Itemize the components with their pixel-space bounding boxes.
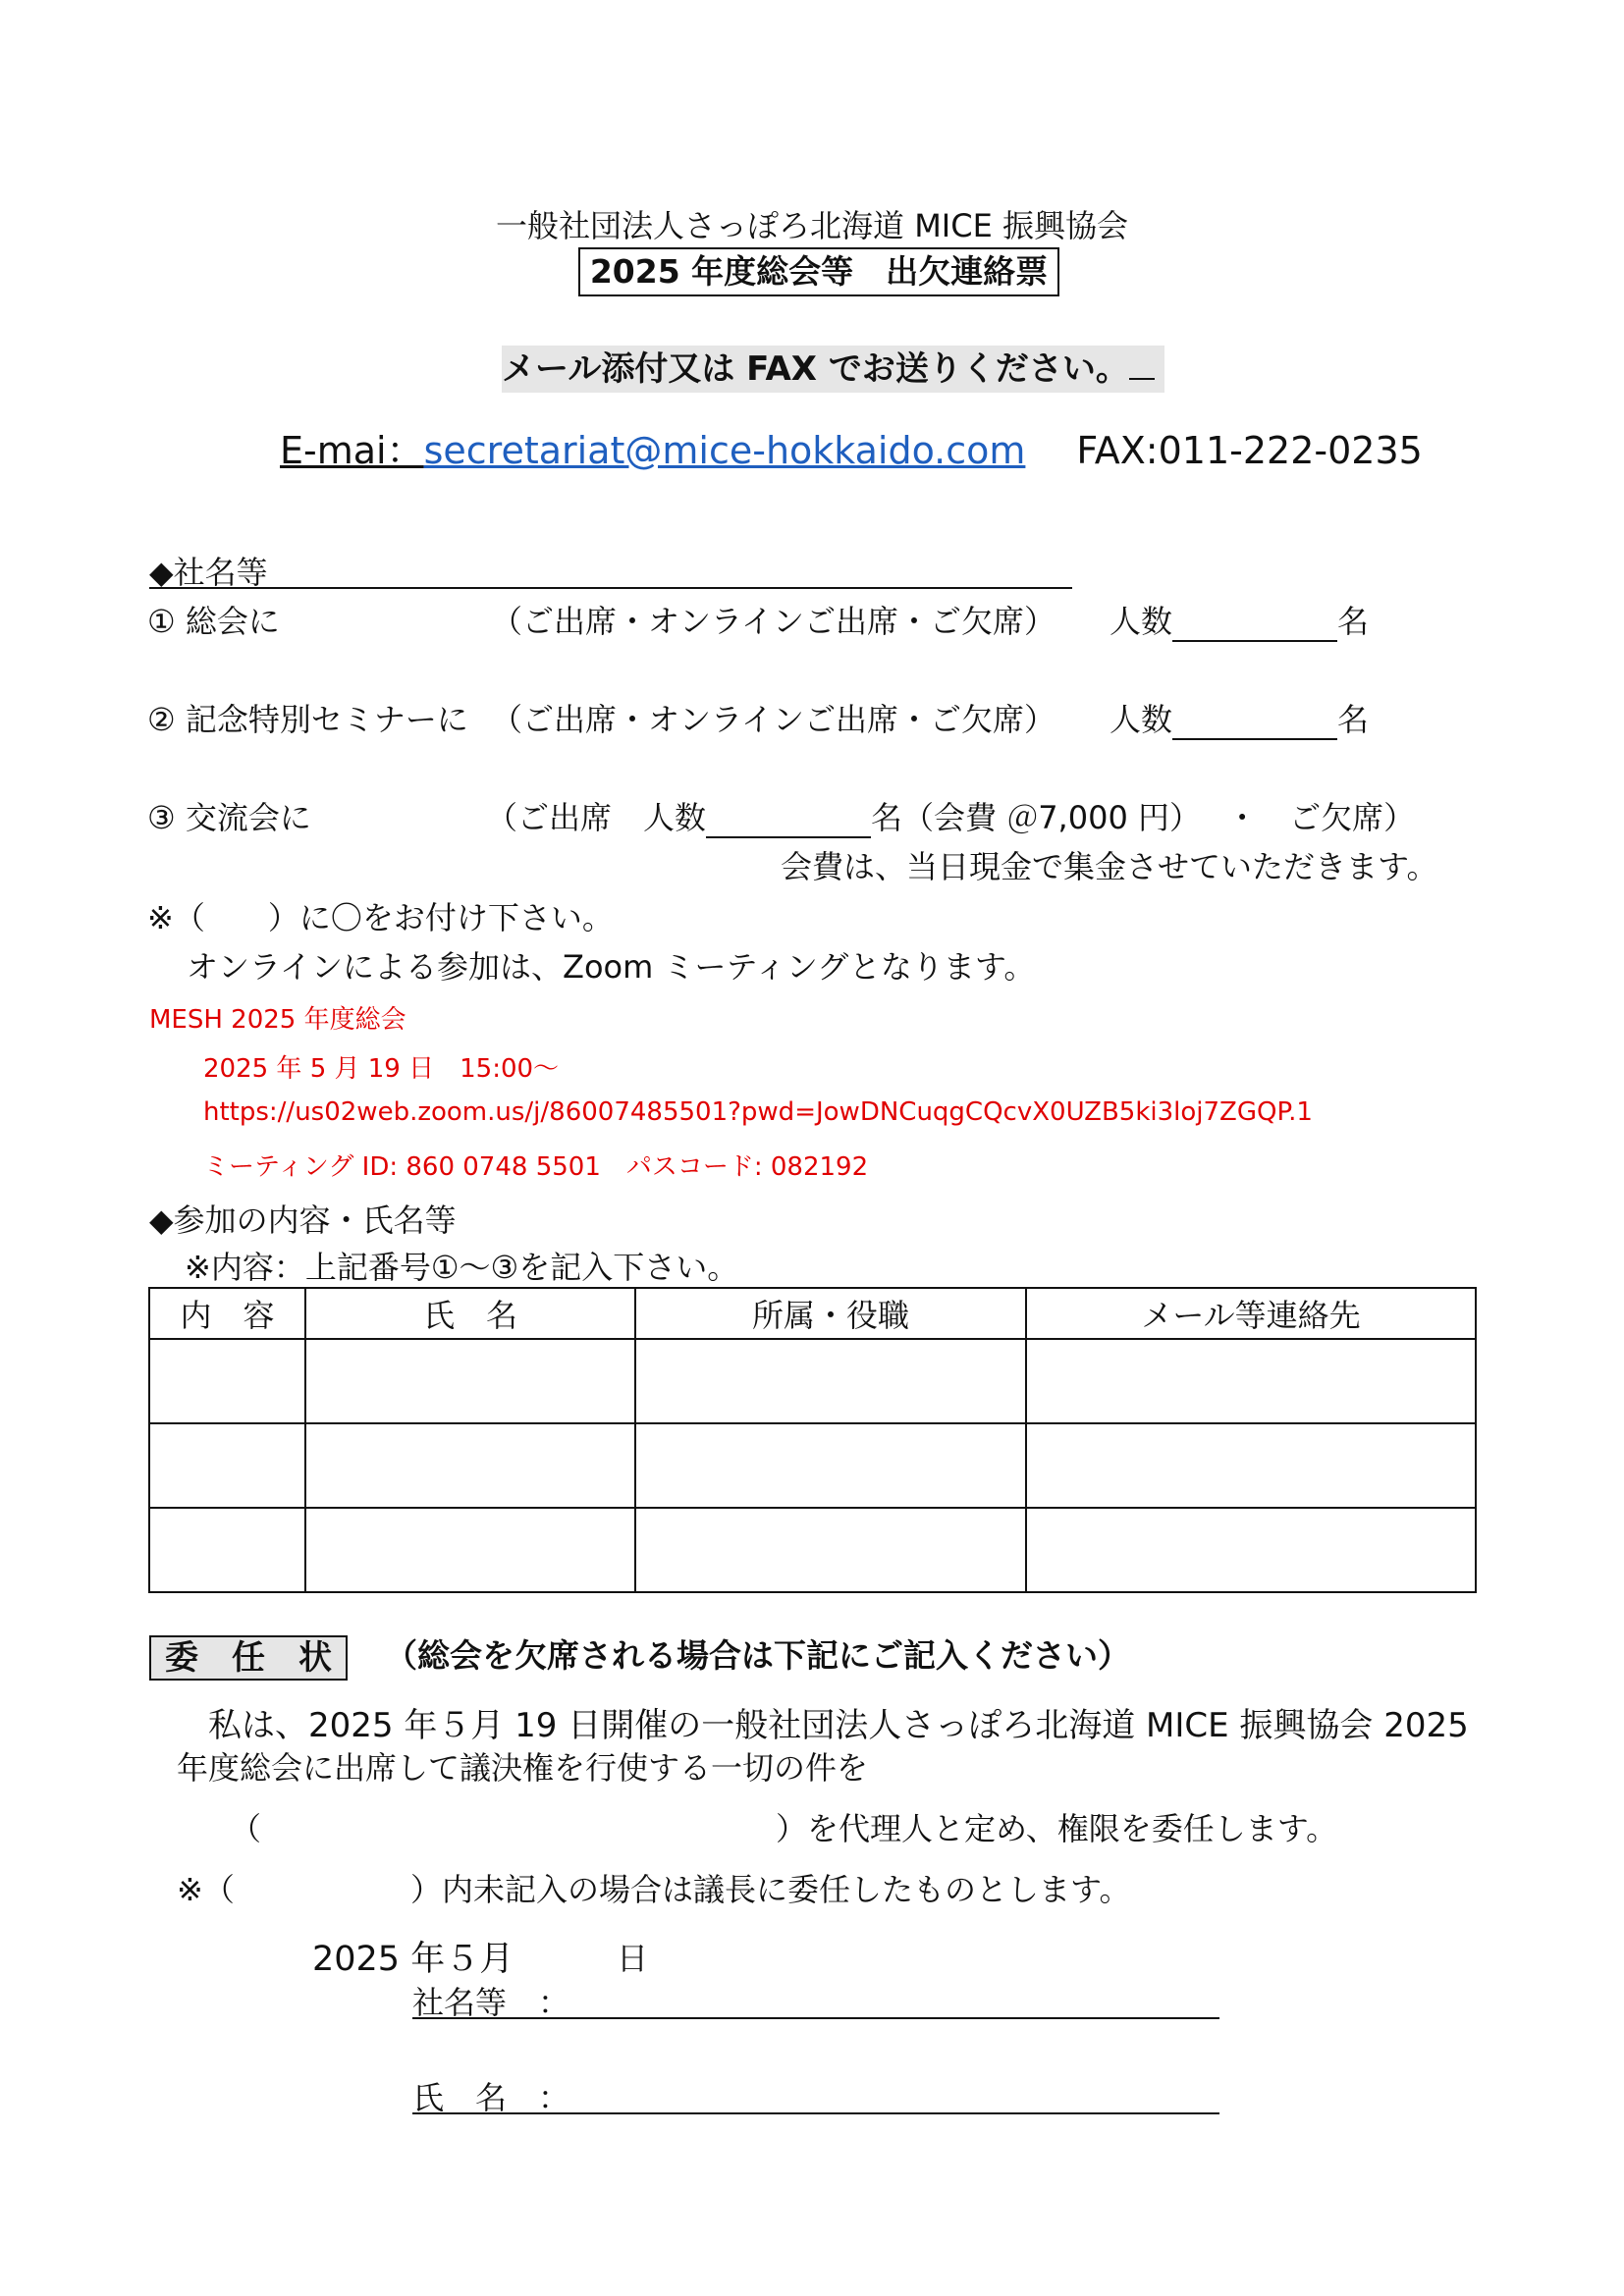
table-cell[interactable] [1026,1339,1476,1423]
zoom-datetime: 2025 年 5 月 19 日 15:00〜 [203,1054,560,1084]
zoom-title: MESH 2025 年度総会 [149,1005,406,1035]
proxy-name-field[interactable] [412,2073,1219,2114]
row1-label: ① 総会に [147,603,280,640]
proxy-company-label: 社名等 ： [412,1984,570,2021]
organization-name: 一般社団法人さっぽろ北海道 MICE 振興協会 [496,207,1128,244]
table-row [149,1339,1476,1423]
date-year-month: 2025 年５月 [312,1940,514,1979]
count-label: 人数 [1110,701,1173,738]
proxy-subtitle: （総会を欠席される場合は下記にご記入ください） [385,1636,1130,1675]
row3-open: （ご出席 人数 [486,799,707,836]
mark-note: ※（ ）に〇をお付け下さい。 [147,899,614,936]
send-instruction [502,346,1164,393]
header-content: 内 容 [149,1288,305,1339]
row3-fee: 名（会費 ＠7,000 円） ・ ご欠席） [871,799,1416,836]
header-affiliation: 所属・役職 [635,1288,1026,1339]
table-cell[interactable] [1026,1423,1476,1508]
table-cell[interactable] [149,1339,305,1423]
form-title: 2025 年度総会等 出欠連絡票 [578,247,1059,296]
count-unit: 名 [1337,701,1370,738]
date-day: 日 [617,1940,649,1977]
proxy-title: 委 任 状 [149,1635,348,1681]
participants-section-label: ◆参加の内容・氏名等 [149,1201,457,1239]
row1-count [1110,597,1369,642]
blank-note-open: ※（ [177,1871,235,1908]
proxy-name-label: 氏 名 ： [412,2079,570,2116]
row3-label: ③ 交流会に [147,799,311,836]
agent-open: （ [230,1810,262,1847]
agent-name-field[interactable] [265,1804,766,1843]
table-cell[interactable] [305,1508,635,1592]
table-row [149,1508,1476,1592]
table-row [149,1423,1476,1508]
proxy-body-line1: 私は、2025 年５月 19 日開催の一般社団法人さっぽろ北海道 MICE 振興協会 2025 [208,1706,1469,1745]
row2-count-field[interactable] [1172,701,1337,740]
company-name-field[interactable] [149,548,1072,589]
company-label: ◆社名等 [149,554,268,591]
participants-instruction: ※内容：上記番号①〜③を記入下さい。 [185,1249,739,1286]
row1-options[interactable]: （ご出席・オンラインご出席・ご欠席） [491,603,1056,640]
count-label: 人数 [1110,603,1173,640]
contact-line [280,420,1423,474]
table-cell[interactable] [149,1508,305,1592]
email-label: E-mai： [280,429,424,472]
table-cell[interactable] [305,1339,635,1423]
zoom-url[interactable]: https://us02web.zoom.us/j/86007485501?pwd=JowDNCuqgCQcvX0UZB5ki3loj7ZGQP.1 [203,1097,1313,1127]
agent-close: ）を代理人と定め、権限を委任します。 [776,1810,1338,1847]
online-note: オンラインによる参加は、Zoom ミーティングとなります。 [187,948,1036,986]
header-contact: メール等連絡先 [1026,1288,1476,1339]
fee-note: 会費は、当日現金で集金させていただきます。 [781,848,1438,885]
table-cell[interactable] [635,1339,1026,1423]
email-link[interactable]: secretariat@mice-hokkaido.com [423,429,1026,472]
proxy-company-field[interactable] [412,1978,1219,2019]
row3-options[interactable] [486,793,1415,838]
row3-count-field[interactable] [706,799,871,838]
zoom-meeting-info: ミーティング ID: 860 0748 5501 パスコード: 082192 [203,1152,869,1182]
header-name: 氏 名 [305,1288,635,1339]
table-cell[interactable] [635,1508,1026,1592]
table-cell[interactable] [149,1423,305,1508]
row1-count-field[interactable] [1172,603,1337,642]
participants-table [148,1287,1477,1593]
table-header-row [149,1288,1476,1339]
proxy-body-line2: 年度総会に出席して議決権を行使する一切の件を [177,1749,869,1787]
blank-note-close: ）内未記入の場合は議長に委任したものとします。 [410,1871,1131,1908]
row2-label: ② 記念特別セミナーに [147,701,468,738]
row2-count [1110,695,1369,740]
send-instruction-text: メール添付又は FAX でお送りください。 [502,349,1129,389]
row2-options[interactable]: （ご出席・オンラインご出席・ご欠席） [491,701,1056,738]
fax-number: FAX:011-222-0235 [1076,429,1423,472]
table-cell[interactable] [305,1423,635,1508]
table-cell[interactable] [1026,1508,1476,1592]
count-unit: 名 [1337,603,1370,640]
table-cell[interactable] [635,1423,1026,1508]
